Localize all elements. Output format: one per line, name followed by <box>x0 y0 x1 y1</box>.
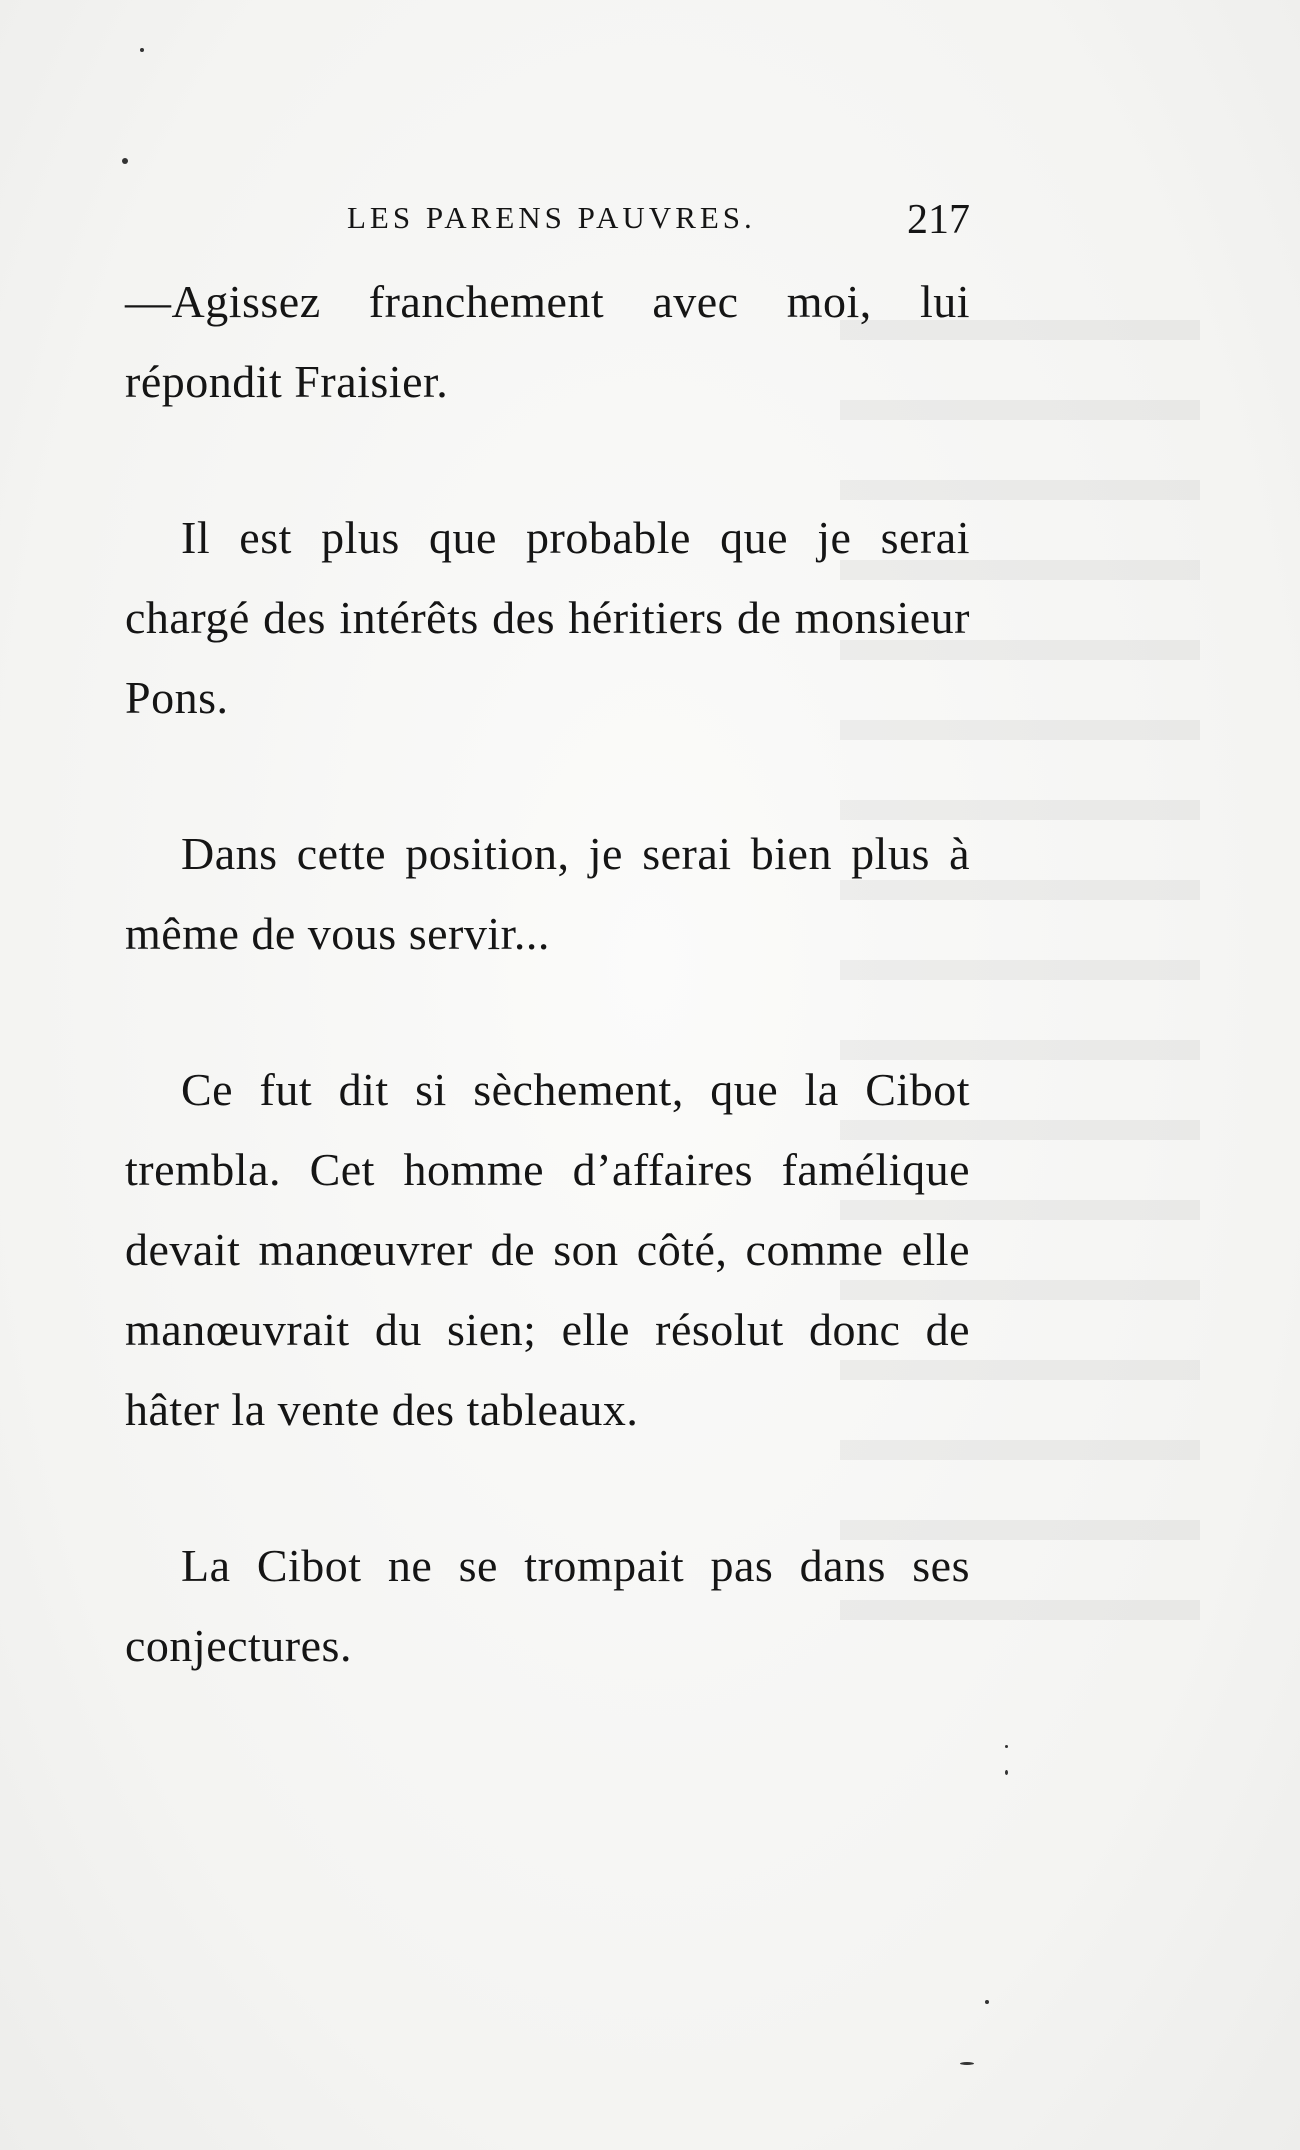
paragraph: La Cibot ne se trompait pas dans ses conjectures. <box>125 1540 970 1671</box>
ink-speck <box>122 158 128 164</box>
paragraph: —Agissez franchement avec moi, lui répondit Fraisier. <box>125 276 970 407</box>
paragraph: Ce fut dit si sèchement, que la Cibot trembla. Cet homme d’affaires famélique devait manœuvrer de son côté, comme elle manœuvrait du sien; elle résolut donc de hâter la vente des tableaux. <box>125 1064 970 1435</box>
ink-speck <box>985 2000 989 2004</box>
running-title: LES PARENS PAUVRES. <box>347 200 756 235</box>
body-text <box>125 262 970 1686</box>
ink-speck <box>960 2062 974 2065</box>
page-header <box>125 196 970 246</box>
ink-speck <box>1005 1745 1008 1748</box>
ink-speck <box>1005 1770 1008 1775</box>
paragraph: Il est plus que probable que je serai chargé des intérêts des héritiers de monsieur Pons. <box>125 512 970 723</box>
page-number: 217 <box>907 197 970 243</box>
paragraph: Dans cette position, je serai bien plus à même de vous servir... <box>125 828 970 959</box>
ink-speck <box>140 48 144 52</box>
